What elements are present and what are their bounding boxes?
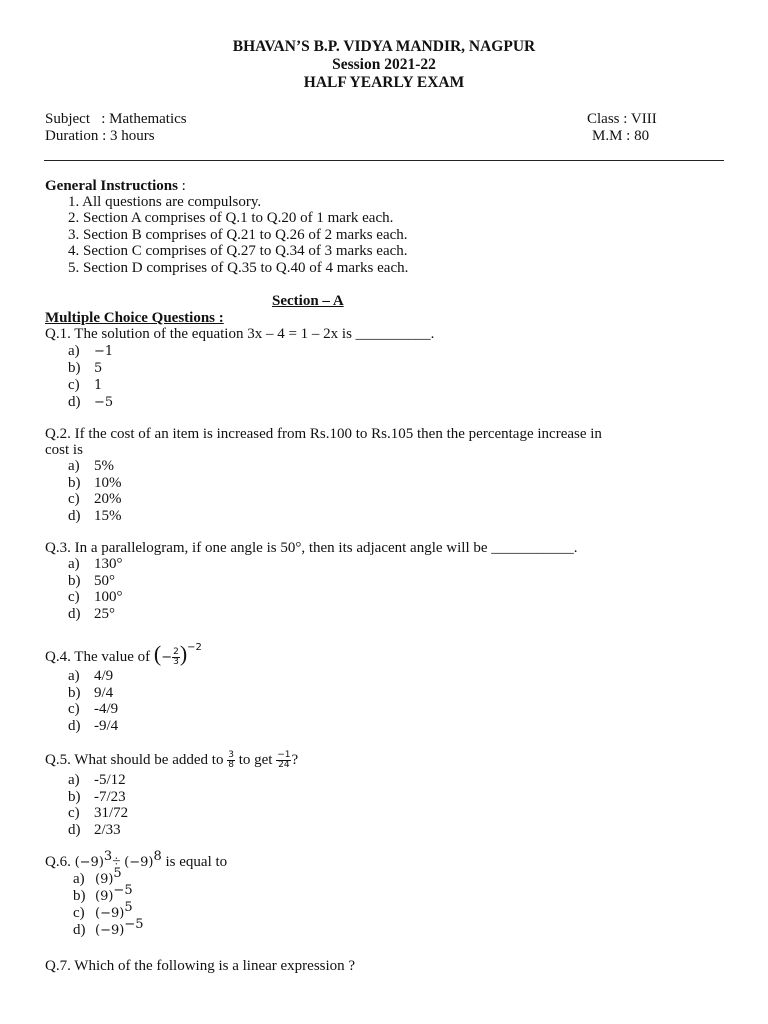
option-label: c) xyxy=(68,701,80,717)
option-label: b) xyxy=(68,474,81,491)
question-5-options xyxy=(68,772,128,838)
question-6-options xyxy=(73,866,144,939)
option-label: b) xyxy=(68,360,81,376)
instruction-item: 1. All questions are compulsory. xyxy=(68,194,262,210)
option-c xyxy=(68,701,118,718)
option-a: a) $(9)^5$ xyxy=(73,866,122,887)
option-value: 50° xyxy=(94,572,115,589)
minus-sign: − xyxy=(161,650,173,665)
question-4-label: Q.4. The value of xyxy=(45,649,151,665)
option-c xyxy=(68,491,122,508)
option-label: d) xyxy=(73,922,86,938)
duration-line: Duration : 3 hours xyxy=(45,128,155,144)
option-label: a) xyxy=(68,343,80,359)
option-value: 10% xyxy=(94,474,122,491)
option-value: -7/23 xyxy=(94,788,126,805)
option-label: d) xyxy=(68,507,81,524)
option-label: d) xyxy=(68,717,81,734)
option-b xyxy=(68,685,118,702)
option-value: -9/4 xyxy=(94,717,119,734)
option-c xyxy=(68,377,113,394)
option-value: 5% xyxy=(94,458,114,474)
subject-line: Subject : Mathematics xyxy=(45,111,187,127)
question-2-text-cont: cost is xyxy=(45,442,83,458)
base: (−9) xyxy=(124,855,154,870)
question-7-text: Q.7. Which of the following is a linear expression ? xyxy=(45,958,356,974)
option-label: c) xyxy=(68,589,80,605)
option-value: −5 xyxy=(94,395,114,410)
instructions-heading xyxy=(45,178,186,195)
instructions-list xyxy=(68,194,408,276)
option-value: 4/9 xyxy=(94,668,114,684)
option-label: d) xyxy=(68,394,81,410)
question-6-suffix: is equal to xyxy=(165,854,228,870)
divide-sign: ÷ xyxy=(112,854,121,870)
class-line: Class : VIII xyxy=(587,111,657,127)
option-label: a) xyxy=(68,772,80,788)
question-1-options xyxy=(68,343,113,411)
option-b xyxy=(68,360,113,377)
option-label: a) xyxy=(68,458,80,474)
question-2-text: Q.2. If the cost of an item is increased from Rs.100 to Rs.105 then the percentage increase in xyxy=(45,426,602,442)
option-value: 25° xyxy=(94,605,115,622)
right-paren: ) xyxy=(179,641,188,666)
option-a xyxy=(68,772,128,789)
option-d xyxy=(68,718,118,735)
question-3-text: Q.3. In a parallelogram, if one angle is 50°, then its adjacent angle will be ___________. xyxy=(45,540,578,556)
option-label: a) xyxy=(68,668,80,684)
option-a xyxy=(68,343,113,360)
fraction-3-8: $\frac{3}{8}$ xyxy=(228,750,234,771)
option-label: c) xyxy=(68,805,80,821)
option-label: c) xyxy=(68,377,80,393)
option-d xyxy=(68,394,113,411)
instruction-item: 2. Section A comprises of Q.1 to Q.20 of 1 mark each. xyxy=(68,210,394,227)
option-label: c) xyxy=(73,905,85,921)
question-6-text xyxy=(45,849,228,871)
question-5-text xyxy=(45,748,298,772)
option-label: d) xyxy=(68,605,81,622)
instruction-item: 4. Section C comprises of Q.27 to Q.34 of 3 marks each. xyxy=(68,243,408,260)
option-label: a) xyxy=(68,556,80,572)
option-b xyxy=(68,475,122,492)
exponent: 3 xyxy=(103,849,113,864)
option-a xyxy=(68,556,123,573)
option-label: b) xyxy=(68,572,81,589)
option-value: 130° xyxy=(94,556,123,572)
instruction-item: 5. Section D comprises of Q.35 to Q.40 of 4 marks each. xyxy=(68,259,409,276)
option-label: a) xyxy=(73,871,85,887)
option-d xyxy=(68,822,128,839)
option-d xyxy=(68,508,122,525)
option-d xyxy=(68,606,123,623)
option-label: b) xyxy=(73,888,86,904)
to-get-text: to get xyxy=(238,752,273,768)
option-a xyxy=(68,668,118,685)
question-1-text: Q.1. The solution of the equation 3x – 4 = 1 – 2x is __________. xyxy=(45,326,435,342)
header-divider xyxy=(44,160,724,161)
option-c xyxy=(68,589,123,606)
option-c: c) $(-9)^5$ xyxy=(73,900,133,921)
option-value: 9/4 xyxy=(94,684,114,701)
option-value: -5/12 xyxy=(94,772,126,788)
exponent: 8 xyxy=(153,849,162,864)
option-value: 5 xyxy=(94,361,103,376)
option-d: d) $(-9)^{-5}$ xyxy=(73,917,144,938)
question-6-label: Q.6. xyxy=(45,854,71,870)
question-4-options xyxy=(68,668,118,734)
question-2-options xyxy=(68,458,122,524)
option-value: -4/9 xyxy=(94,701,119,717)
instructions-title: General Instructions xyxy=(45,178,178,194)
session-title: Session 2021-22 xyxy=(332,56,436,73)
option-b xyxy=(68,789,128,806)
question-3-options xyxy=(68,556,123,622)
section-title: Section – A xyxy=(272,293,344,309)
option-value: 20% xyxy=(94,491,122,507)
option-value: 2/33 xyxy=(94,821,121,838)
option-b: b) $(9)^{-5}$ xyxy=(73,883,133,904)
instruction-item: 3. Section B comprises of Q.21 to Q.26 of 2 marks each. xyxy=(68,226,408,243)
option-label: d) xyxy=(68,821,81,838)
question-mark: ? xyxy=(291,752,299,768)
option-label: c) xyxy=(68,491,80,507)
option-b xyxy=(68,573,123,590)
option-label: b) xyxy=(68,788,81,805)
option-value: 1 xyxy=(94,378,103,393)
option-a xyxy=(68,458,122,475)
option-c xyxy=(68,805,128,822)
base: (−9) xyxy=(74,855,104,870)
section-subtitle: Multiple Choice Questions : xyxy=(45,310,224,326)
option-label: b) xyxy=(68,684,81,701)
left-paren: ( xyxy=(153,641,162,666)
instructions-colon: : xyxy=(177,178,186,194)
exponent: −2 xyxy=(187,642,202,653)
question-5-label: Q.5. What should be added to xyxy=(45,752,224,768)
exam-title: HALF YEARLY EXAM xyxy=(303,74,465,91)
school-name: BHAVAN’S B.P. VIDYA MANDIR, NAGPUR xyxy=(232,38,536,55)
fraction-neg1-24: $\frac{-1}{24}$ xyxy=(277,750,291,771)
question-4-text xyxy=(45,640,202,668)
fraction-2-3: $\frac{2}{3}$ xyxy=(173,647,179,668)
option-value: 31/72 xyxy=(94,805,129,821)
option-value: 15% xyxy=(94,507,122,524)
option-value: −1 xyxy=(94,344,114,359)
option-value: 100° xyxy=(94,589,123,605)
marks-line: M.M : 80 xyxy=(592,128,650,144)
